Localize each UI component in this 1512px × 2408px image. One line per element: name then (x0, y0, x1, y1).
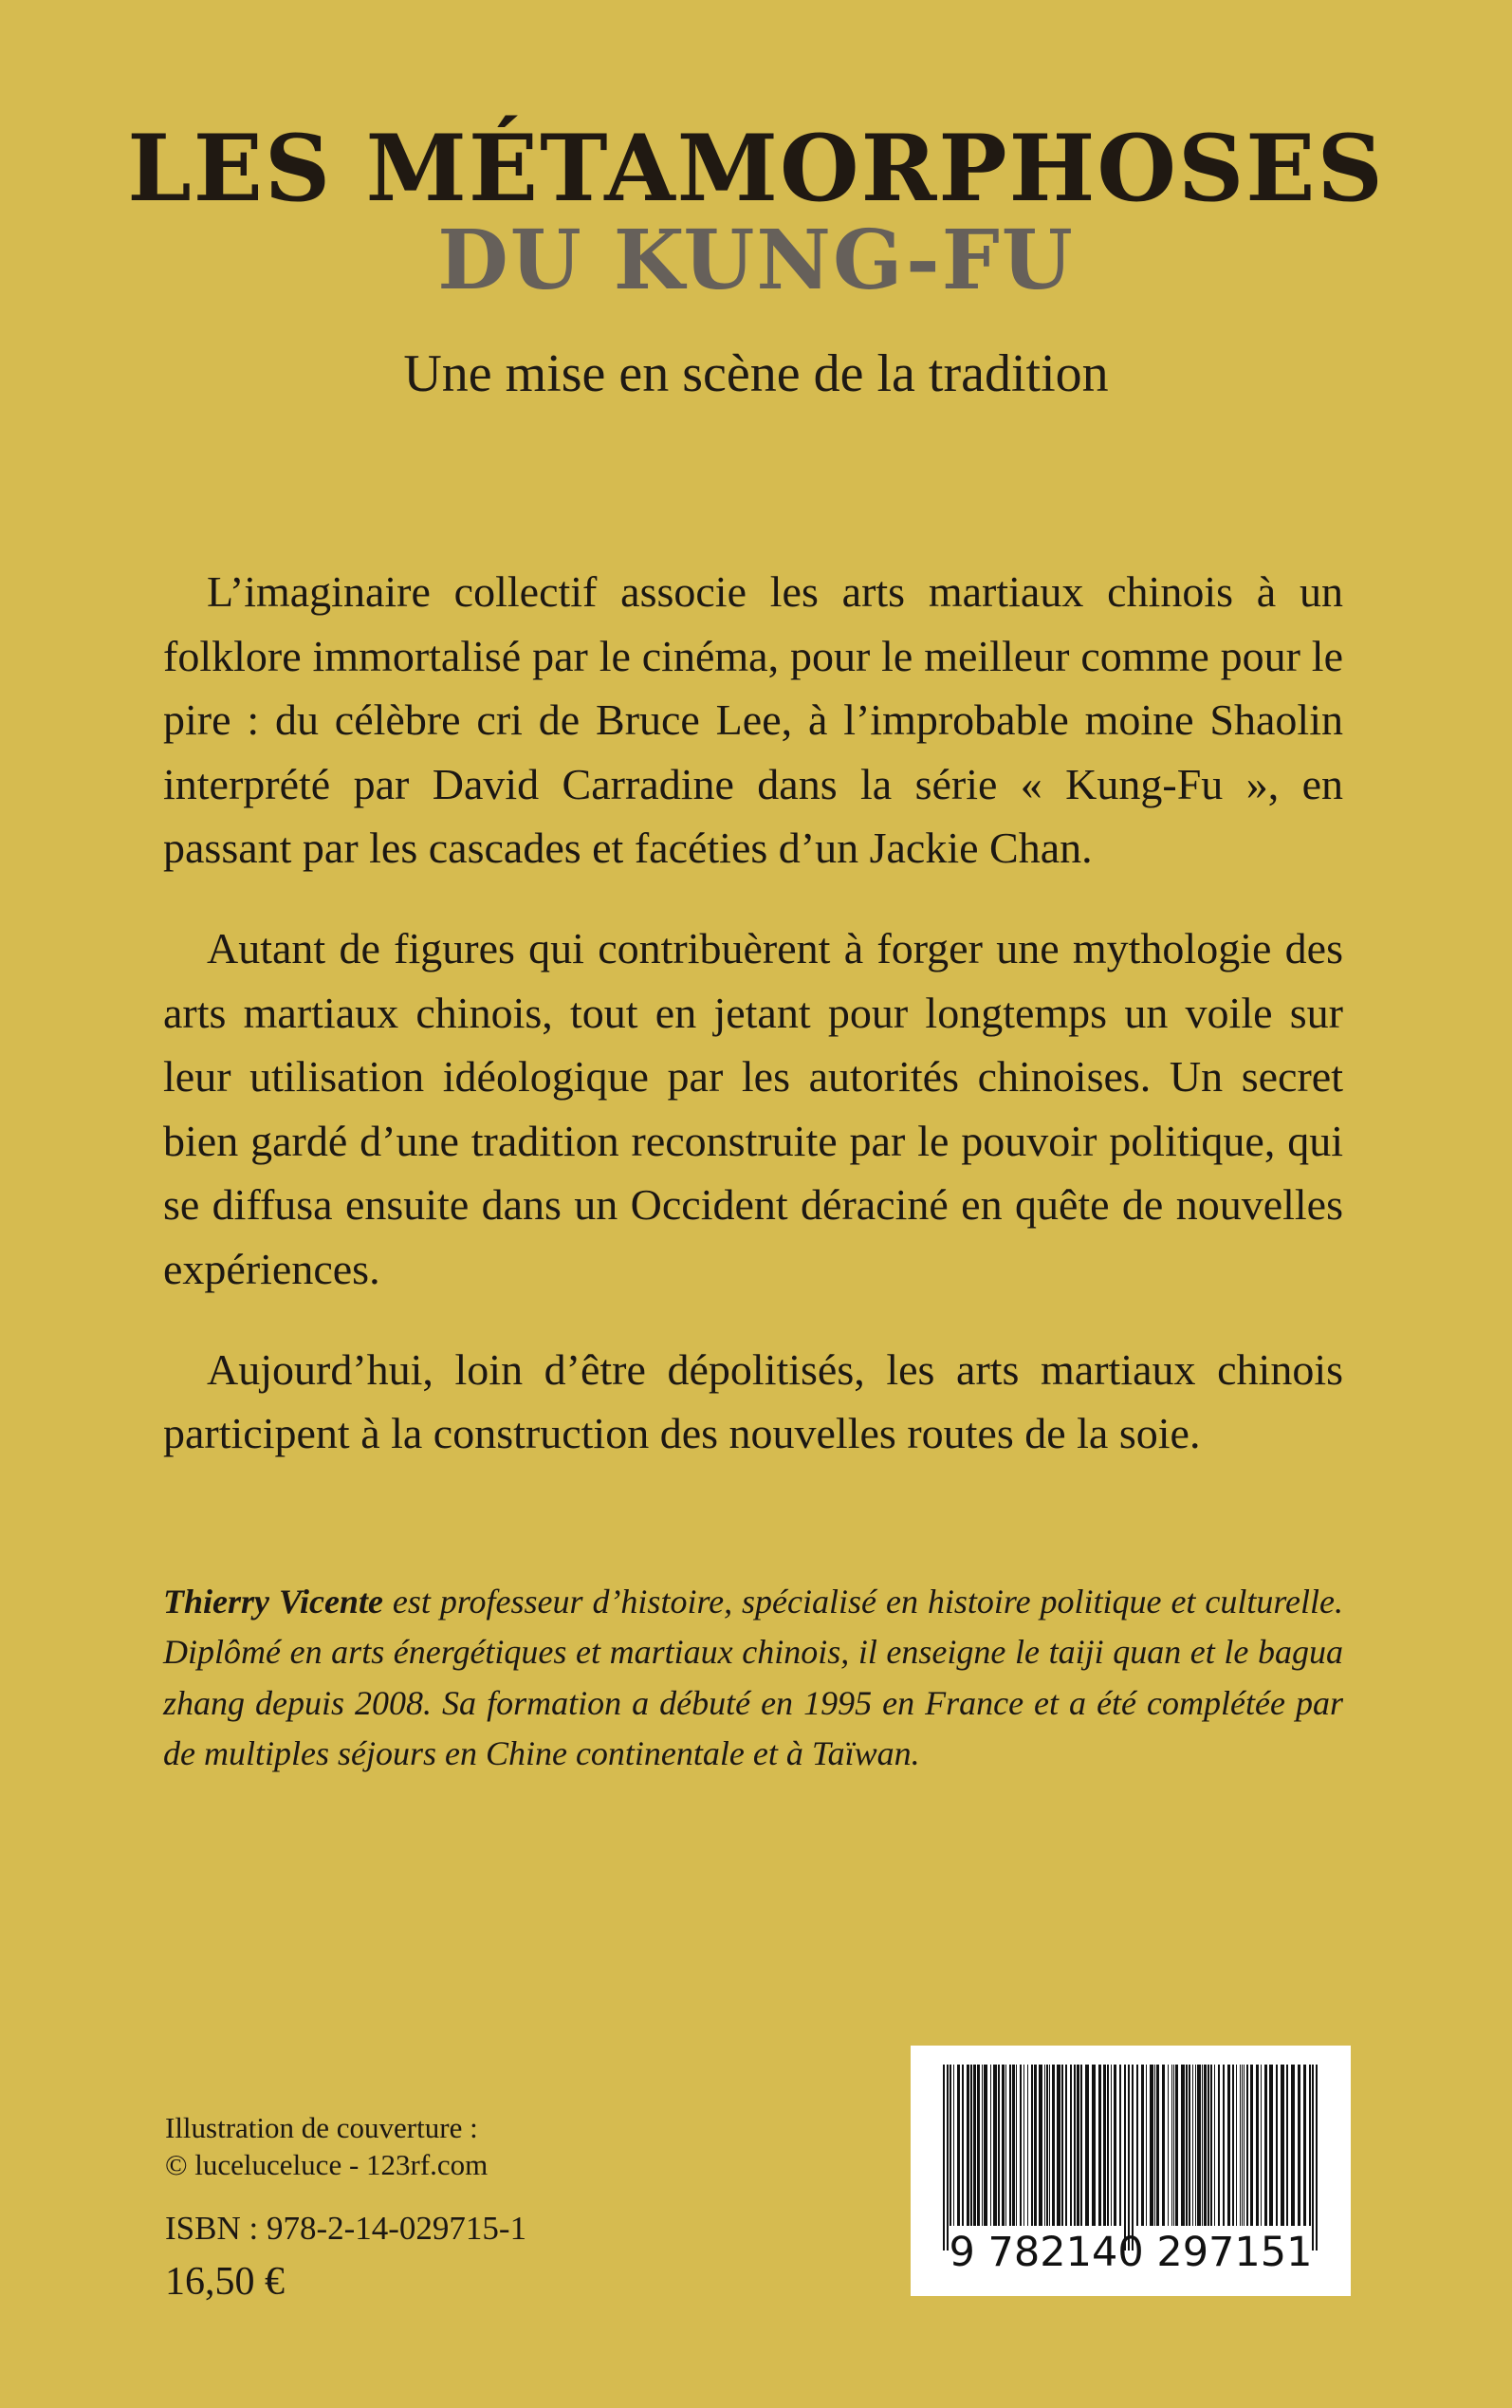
barcode-bar (1208, 2065, 1209, 2226)
book-description (163, 560, 1343, 1502)
barcode-bar (957, 2065, 960, 2226)
barcode-bar (1162, 2065, 1165, 2226)
barcode-bar (970, 2065, 972, 2226)
barcode-bar (1049, 2065, 1050, 2226)
barcode-bar (1298, 2065, 1300, 2226)
barcode-bar (1098, 2065, 1101, 2226)
barcode-bar (1312, 2065, 1314, 2251)
barcode-bar (1227, 2065, 1230, 2226)
barcode-bar (1005, 2065, 1006, 2226)
barcode-bar (1044, 2065, 1045, 2226)
barcode-bar (953, 2065, 954, 2226)
illustration-credit-source: © luceluceluce - 123rf.com (165, 2147, 489, 2181)
barcode-bar (1077, 2065, 1079, 2226)
description-paragraph-3: Aujourd’hui, loin d’être dépolitisés, les arts martiaux chinois participent à la construction des nouvelles routes de la soie. (163, 1344, 1343, 1458)
barcode-bar (1023, 2065, 1024, 2226)
barcode-bar (1175, 2065, 1178, 2226)
barcode-bar (962, 2065, 964, 2226)
barcode-bar (1085, 2065, 1089, 2226)
barcode-bar (1016, 2065, 1017, 2226)
barcode-bar (1192, 2065, 1193, 2226)
barcode-bar (1202, 2065, 1203, 2226)
barcode-bar (1204, 2065, 1207, 2226)
barcode-bar (993, 2065, 997, 2226)
barcode-bar (1250, 2065, 1253, 2226)
barcode-bar (1264, 2065, 1267, 2226)
barcode-bar (1303, 2065, 1306, 2226)
barcode-bar (1186, 2065, 1188, 2226)
title-block (0, 115, 1512, 404)
barcode-bar (1046, 2065, 1048, 2226)
barcode-bar (1124, 2065, 1126, 2251)
barcode-bar (1214, 2065, 1215, 2226)
barcode-bar (1281, 2065, 1284, 2226)
barcode-bar (1195, 2065, 1196, 2226)
barcode-bar (998, 2065, 1000, 2226)
barcode-bar (1181, 2065, 1185, 2226)
barcode-bar (1269, 2065, 1273, 2226)
barcode-bar (1236, 2065, 1237, 2226)
barcode-bar (1070, 2065, 1072, 2226)
barcode-bar (1210, 2065, 1212, 2226)
barcode-bar (1256, 2065, 1259, 2226)
barcode-bar (1114, 2065, 1116, 2226)
barcode-bar (977, 2065, 980, 2226)
barcode-bar (1020, 2065, 1022, 2226)
barcode-bar (1189, 2065, 1190, 2226)
barcode-bar (1286, 2065, 1288, 2226)
barcode-bar (1244, 2065, 1245, 2226)
description-paragraph-1: L’imaginaire collectif associe les arts martiaux chinois à un folklore immortalisé par le cinéma, pour le meilleur comme pour le pire : du célèbre cri de Bruce Lee, à l’improbable moine Shaolin interprété par David Carradine dans la série « Kung-Fu », en passant par les cascades et facéties d’un Jackie Chan. (163, 567, 1343, 873)
barcode-bar (1240, 2065, 1241, 2226)
barcode-bar (1052, 2065, 1055, 2226)
barcode-bar (1156, 2065, 1159, 2226)
book-title-line-1: LES MÉTAMORPHOSES (127, 115, 1385, 222)
price: 16,50 € (165, 2260, 285, 2304)
barcode-bar (1107, 2065, 1109, 2226)
barcode-bar (1027, 2065, 1028, 2226)
book-title-line-2: DU KUNG-FU (437, 213, 1075, 308)
barcode-bar (1173, 2065, 1174, 2226)
barcode-bar (984, 2065, 987, 2226)
barcode-bar (1031, 2065, 1033, 2226)
barcode-bar (1057, 2065, 1060, 2226)
barcode-bar (1197, 2065, 1201, 2226)
barcode-bar (1218, 2065, 1220, 2226)
barcode-bar (1150, 2065, 1153, 2226)
barcode-bar (1092, 2065, 1096, 2226)
barcode-bar (1242, 2065, 1243, 2226)
barcode-bar (973, 2065, 976, 2226)
barcode-bar (947, 2065, 949, 2251)
barcode-bar (1061, 2065, 1063, 2226)
barcode-bar (1012, 2065, 1015, 2226)
barcode-bar (1039, 2065, 1042, 2226)
barcode-bar (990, 2065, 991, 2226)
barcode-bar (1154, 2065, 1155, 2226)
barcode (935, 2065, 1326, 2254)
barcode-bar (1291, 2065, 1295, 2226)
barcode-digits: 9 782140 297151 (949, 2229, 1313, 2276)
barcode-bar (1141, 2065, 1144, 2226)
barcode-bar (1276, 2065, 1278, 2226)
barcode-bar (1146, 2065, 1147, 2226)
barcode-bar (1080, 2065, 1082, 2226)
author-bio-text: est professeur d’histoire, spécialisé en histoire politique et culturelle. Diplômé en arts énergétiques et martiaux chinois, il enseigne le taiji quan et le bagua zhang depuis 2008. Sa formation a débuté en 1995 en France et a été complétée par de multiples séjours en Chine continentale et à Taïwan. (163, 1583, 1344, 1772)
barcode-bar (1074, 2065, 1076, 2226)
barcode-bar (943, 2065, 945, 2251)
barcode-bar (1034, 2065, 1037, 2226)
cover-credits (165, 2110, 696, 2184)
barcode-bar (1261, 2065, 1262, 2226)
barcode-bar (1103, 2065, 1106, 2226)
barcode-bar (950, 2065, 951, 2226)
barcode-bar (1128, 2065, 1130, 2251)
description-paragraph-2: Autant de figures qui contribuèrent à forger une mythologie des arts martiaux chinois, tout en jetant pour longtemps un voile sur leur utilisation idéologique par les autorités chinoises. Un secret bien gardé d’une tradition reconstruite par le pouvoir politique, qui se diffusa ensuite dans un Occident déraciné en quête de nouvelles expériences. (163, 924, 1343, 1294)
barcode-bar (1232, 2065, 1234, 2226)
barcode-bar (1132, 2065, 1134, 2251)
barcode-bar (1009, 2065, 1011, 2226)
barcode-bar (1223, 2065, 1225, 2226)
barcode-bar (1168, 2065, 1169, 2226)
barcode-bar (1002, 2065, 1005, 2226)
barcode-bar (1316, 2065, 1318, 2251)
illustration-credit-label: Illustration de couverture : (165, 2111, 478, 2144)
barcode-bar (1246, 2065, 1248, 2226)
barcode-bar (967, 2065, 969, 2226)
barcode-bar (1309, 2065, 1311, 2226)
author-bio (163, 1577, 1343, 1779)
barcode-bar (1065, 2065, 1067, 2226)
isbn: ISBN : 978-2-14-029715-1 (165, 2210, 527, 2247)
book-subtitle: Une mise en scène de la tradition (403, 344, 1109, 403)
barcode-bar (1119, 2065, 1121, 2226)
barcode-bar (1171, 2065, 1172, 2226)
barcode-bar (982, 2065, 983, 2226)
barcode-box (911, 2046, 1351, 2296)
barcode-bar (1136, 2065, 1138, 2226)
barcode-bar (1111, 2065, 1112, 2226)
author-name: Thierry Vicente (163, 1583, 383, 1621)
